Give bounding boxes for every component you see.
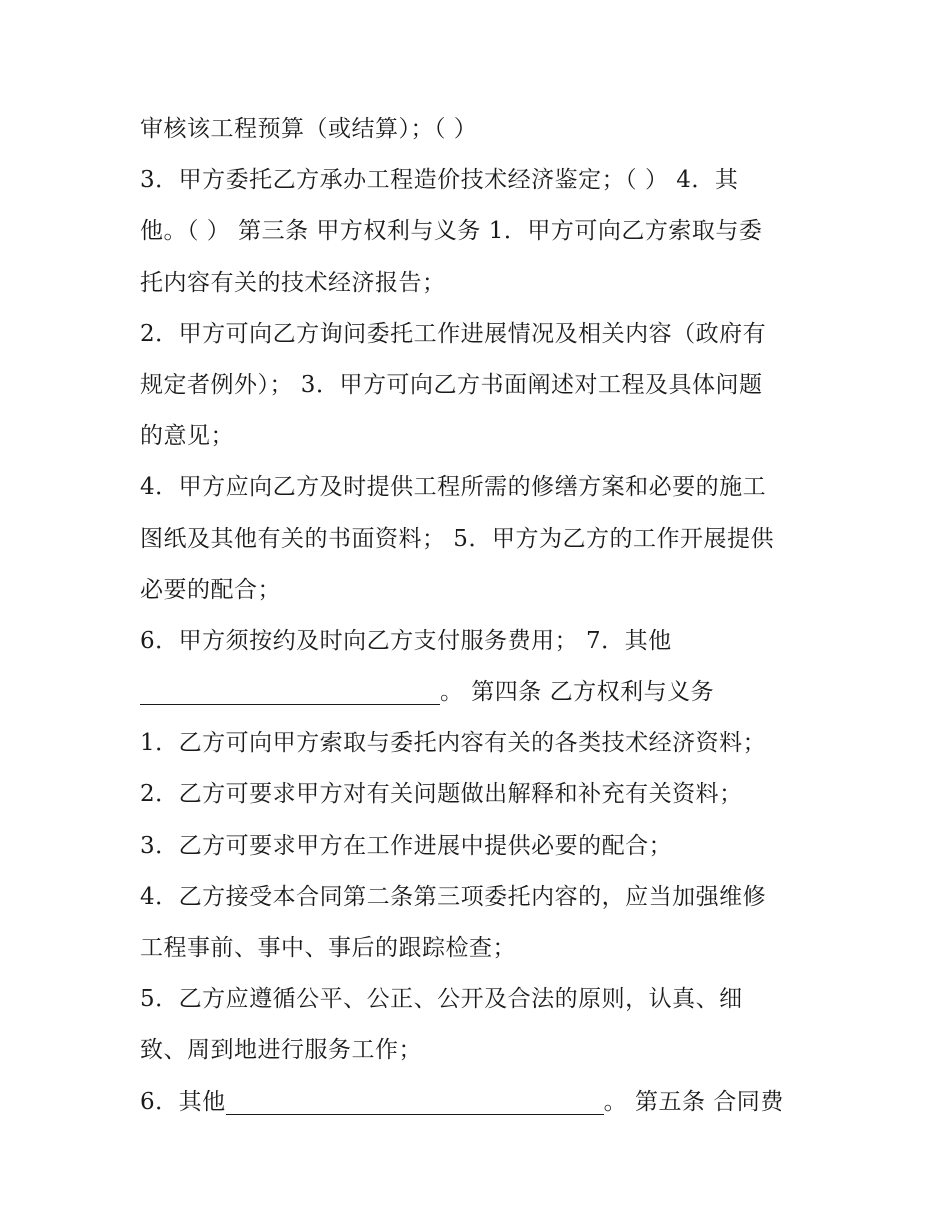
- text-line: 必要的配合；: [140, 576, 281, 603]
- text-line: 审核该工程预算（或结算）；（ ）: [140, 116, 478, 142]
- text-line: 6．甲方须按约及时向乙方支付服务费用； 7．其他: [140, 627, 672, 654]
- text-line: 2．甲方可向乙方询问委托工作进展情况及相关内容（政府有: [140, 320, 767, 347]
- text-line: 1．乙方可向甲方索取与委托内容有关的各类技术经济资料；: [140, 730, 767, 757]
- text-line-with-blank: [140, 1077, 820, 1128]
- text-segment: 。 第四条 乙方权利与义务: [440, 679, 715, 706]
- text-line: 托内容有关的技术经济报告；: [140, 269, 446, 296]
- text-line: 规定者例外）； 3．甲方可向乙方书面阐述对工程及具体问题: [140, 371, 763, 398]
- text-segment: 。 第五条 合同费: [603, 1088, 784, 1115]
- text-line: 的意见；: [140, 423, 234, 450]
- text-line: 他。（ ） 第三条 甲方权利与义务 1．甲方可向乙方索取与委: [140, 218, 763, 245]
- fill-in-blank: [226, 1086, 604, 1115]
- fill-in-blank: [140, 676, 440, 705]
- text-line: 4．甲方应向乙方及时提供工程所需的修缮方案和必要的施工: [140, 474, 767, 501]
- text-line: 5．乙方应遵循公平、公正、公开及合法的原则，认真、细: [140, 986, 743, 1013]
- text-segment: 6．其他: [140, 1088, 226, 1115]
- text-line: 4．乙方接受本合同第二条第三项委托内容的，应当加强维修: [140, 883, 767, 910]
- text-line: 3．甲方委托乙方承办工程造价技术经济鉴定；（ ） 4．其: [140, 167, 739, 194]
- text-line: 工程事前、事中、事后的跟踪检查；: [140, 935, 516, 961]
- text-line: 2．乙方可要求甲方对有关问题做出解释和补充有关资料；: [140, 781, 743, 808]
- text-line-with-blank: [140, 667, 820, 718]
- text-line: 3．乙方可要求甲方在工作进展中提供必要的配合；: [140, 832, 673, 859]
- document-body: [140, 104, 820, 1128]
- text-line: 图纸及其他有关的书面资料； 5．甲方为乙方的工作开展提供: [140, 525, 774, 552]
- text-line: 致、周到地进行服务工作；: [140, 1037, 422, 1064]
